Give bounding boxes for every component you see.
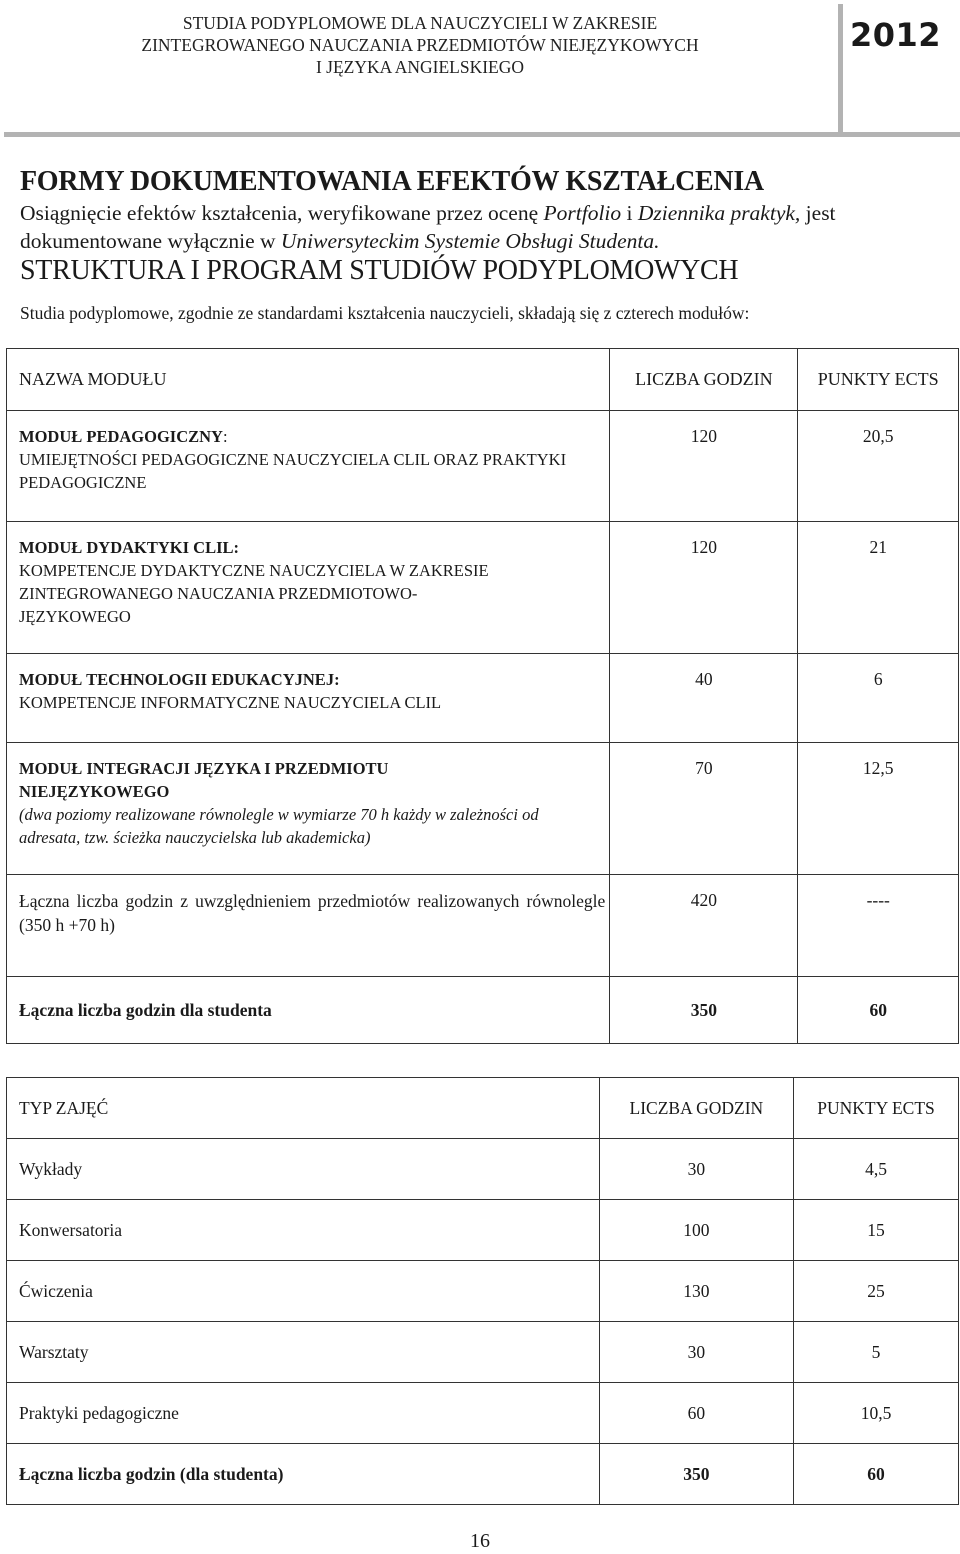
total-parallel-ects: ----	[798, 875, 959, 977]
column-header-ects: PUNKTY ECTS	[798, 349, 959, 411]
classes-total-hours: 350	[599, 1444, 793, 1505]
class-hours: 130	[599, 1261, 793, 1322]
module-name: MODUŁ INTEGRACJI JĘZYKA I PRZEDMIOTU NIEJĘZYKOWEGO	[19, 759, 389, 801]
table-row	[7, 743, 959, 875]
total-student-ects: 60	[798, 977, 959, 1044]
total-student-label: Łączna liczba godzin dla studenta	[7, 977, 610, 1044]
forms-paragraph	[20, 199, 955, 255]
module-description: (dwa poziomy realizowane równolegle w wymiarze 70 h każdy w zależności od adresata, tzw. ścieżka nauczycielska lub akademicka)	[19, 805, 539, 847]
structure-heading: STRUKTURA I PROGRAM STUDIÓW PODYPLOMOWYCH	[20, 255, 739, 286]
class-hours: 60	[599, 1383, 793, 1444]
forms-text-portfolio: Portfolio	[543, 201, 622, 225]
module-cell	[7, 654, 610, 743]
module-cell	[7, 411, 610, 522]
page-header	[0, 0, 960, 136]
forms-text-system: Uniwersyteckim Systemie Obsługi Studenta.	[280, 229, 660, 253]
class-hours: 30	[599, 1139, 793, 1200]
table-row	[7, 1322, 959, 1383]
module-hours: 120	[610, 522, 798, 654]
class-ects: 25	[794, 1261, 959, 1322]
module-hours: 120	[610, 411, 798, 522]
column-header-hours: LICZBA GODZIN	[599, 1078, 793, 1139]
module-name: MODUŁ DYDAKTYKI CLIL:	[19, 538, 240, 557]
table-row	[7, 1139, 959, 1200]
column-header-module-name: NAZWA MODUŁU	[7, 349, 610, 411]
class-ects: 10,5	[794, 1383, 959, 1444]
module-ects: 20,5	[798, 411, 959, 522]
header-divider-vertical	[838, 4, 843, 132]
total-parallel-hours: 420	[610, 875, 798, 977]
table-header-row	[7, 349, 959, 411]
classes-total-ects: 60	[794, 1444, 959, 1505]
module-description: UMIEJĘTNOŚCI PEDAGOGICZNE NAUCZYCIELA CLIL ORAZ PRAKTYKI PEDAGOGICZNE	[19, 450, 567, 492]
table-row	[7, 411, 959, 522]
module-description: KOMPETENCJE INFORMATYCZNE NAUCZYCIELA CLIL	[19, 693, 442, 712]
modules-table	[6, 348, 959, 1044]
forms-text: Osiągnięcie efektów kształcenia, weryfikowane przez ocenę	[20, 201, 544, 225]
module-ects: 12,5	[798, 743, 959, 875]
class-ects: 4,5	[794, 1139, 959, 1200]
forms-text: jest dokumentowane wyłącznie w	[20, 201, 836, 253]
module-name: MODUŁ PEDAGOGICZNY	[19, 427, 223, 446]
header-divider-horizontal	[4, 132, 960, 137]
class-type: Warsztaty	[7, 1322, 600, 1383]
class-type: Praktyki pedagogiczne	[7, 1383, 600, 1444]
module-hours: 40	[610, 654, 798, 743]
forms-text-dziennika: Dziennika praktyk,	[637, 201, 801, 225]
table-row	[7, 1383, 959, 1444]
forms-heading: FORMY DOKUMENTOWANIA EFEKTÓW KSZTAŁCENIA	[20, 166, 764, 197]
header-title-line: ZINTEGROWANEGO NAUCZANIA PRZEDMIOTÓW NIEJĘZYKOWYCH	[141, 35, 699, 55]
header-year: 2012	[850, 16, 942, 54]
header-title	[4, 12, 836, 78]
classes-table	[6, 1077, 959, 1505]
header-title-line: I JĘZYKA ANGIELSKIEGO	[315, 57, 525, 77]
classes-total-label: Łączna liczba godzin (dla studenta)	[7, 1444, 600, 1505]
module-hours: 70	[610, 743, 798, 875]
structure-intro: Studia podyplomowe, zgodnie ze standardami kształcenia nauczycieli, składają się z czterech modułów:	[20, 303, 750, 323]
class-ects: 15	[794, 1200, 959, 1261]
table-row	[7, 977, 959, 1044]
table-row	[7, 654, 959, 743]
class-hours: 30	[599, 1322, 793, 1383]
module-cell	[7, 743, 610, 875]
table-row	[7, 1444, 959, 1505]
module-description: KOMPETENCJE DYDAKTYCZNE NAUCZYCIELA W ZAKRESIE ZINTEGROWANEGO NAUCZANIA PRZEDMIOTOWO-JĘZYKOWEGO	[19, 561, 489, 626]
forms-text: i	[621, 201, 638, 225]
total-student-hours: 350	[610, 977, 798, 1044]
module-ects: 6	[798, 654, 959, 743]
class-type: Ćwiczenia	[7, 1261, 600, 1322]
page-number: 16	[470, 1530, 490, 1552]
table-row	[7, 522, 959, 654]
module-name-suffix: :	[222, 427, 228, 446]
column-header-ects: PUNKTY ECTS	[794, 1078, 959, 1139]
total-parallel-label: Łączna liczba godzin z uwzględnieniem przedmiotów realizowanych równolegle (350 h +70 h)	[7, 875, 610, 977]
table-row	[7, 1200, 959, 1261]
table-header-row	[7, 1078, 959, 1139]
table-row	[7, 1261, 959, 1322]
column-header-hours: LICZBA GODZIN	[610, 349, 798, 411]
column-header-class-type: TYP ZAJĘĆ	[7, 1078, 600, 1139]
class-type: Wykłady	[7, 1139, 600, 1200]
module-ects: 21	[798, 522, 959, 654]
class-type: Konwersatoria	[7, 1200, 600, 1261]
class-hours: 100	[599, 1200, 793, 1261]
module-cell	[7, 522, 610, 654]
table-row	[7, 875, 959, 977]
module-name: MODUŁ TECHNOLOGII EDUKACYJNEJ:	[19, 670, 340, 689]
class-ects: 5	[794, 1322, 959, 1383]
header-title-line: STUDIA PODYPLOMOWE DLA NAUCZYCIELI W ZAKRESIE	[182, 13, 658, 33]
